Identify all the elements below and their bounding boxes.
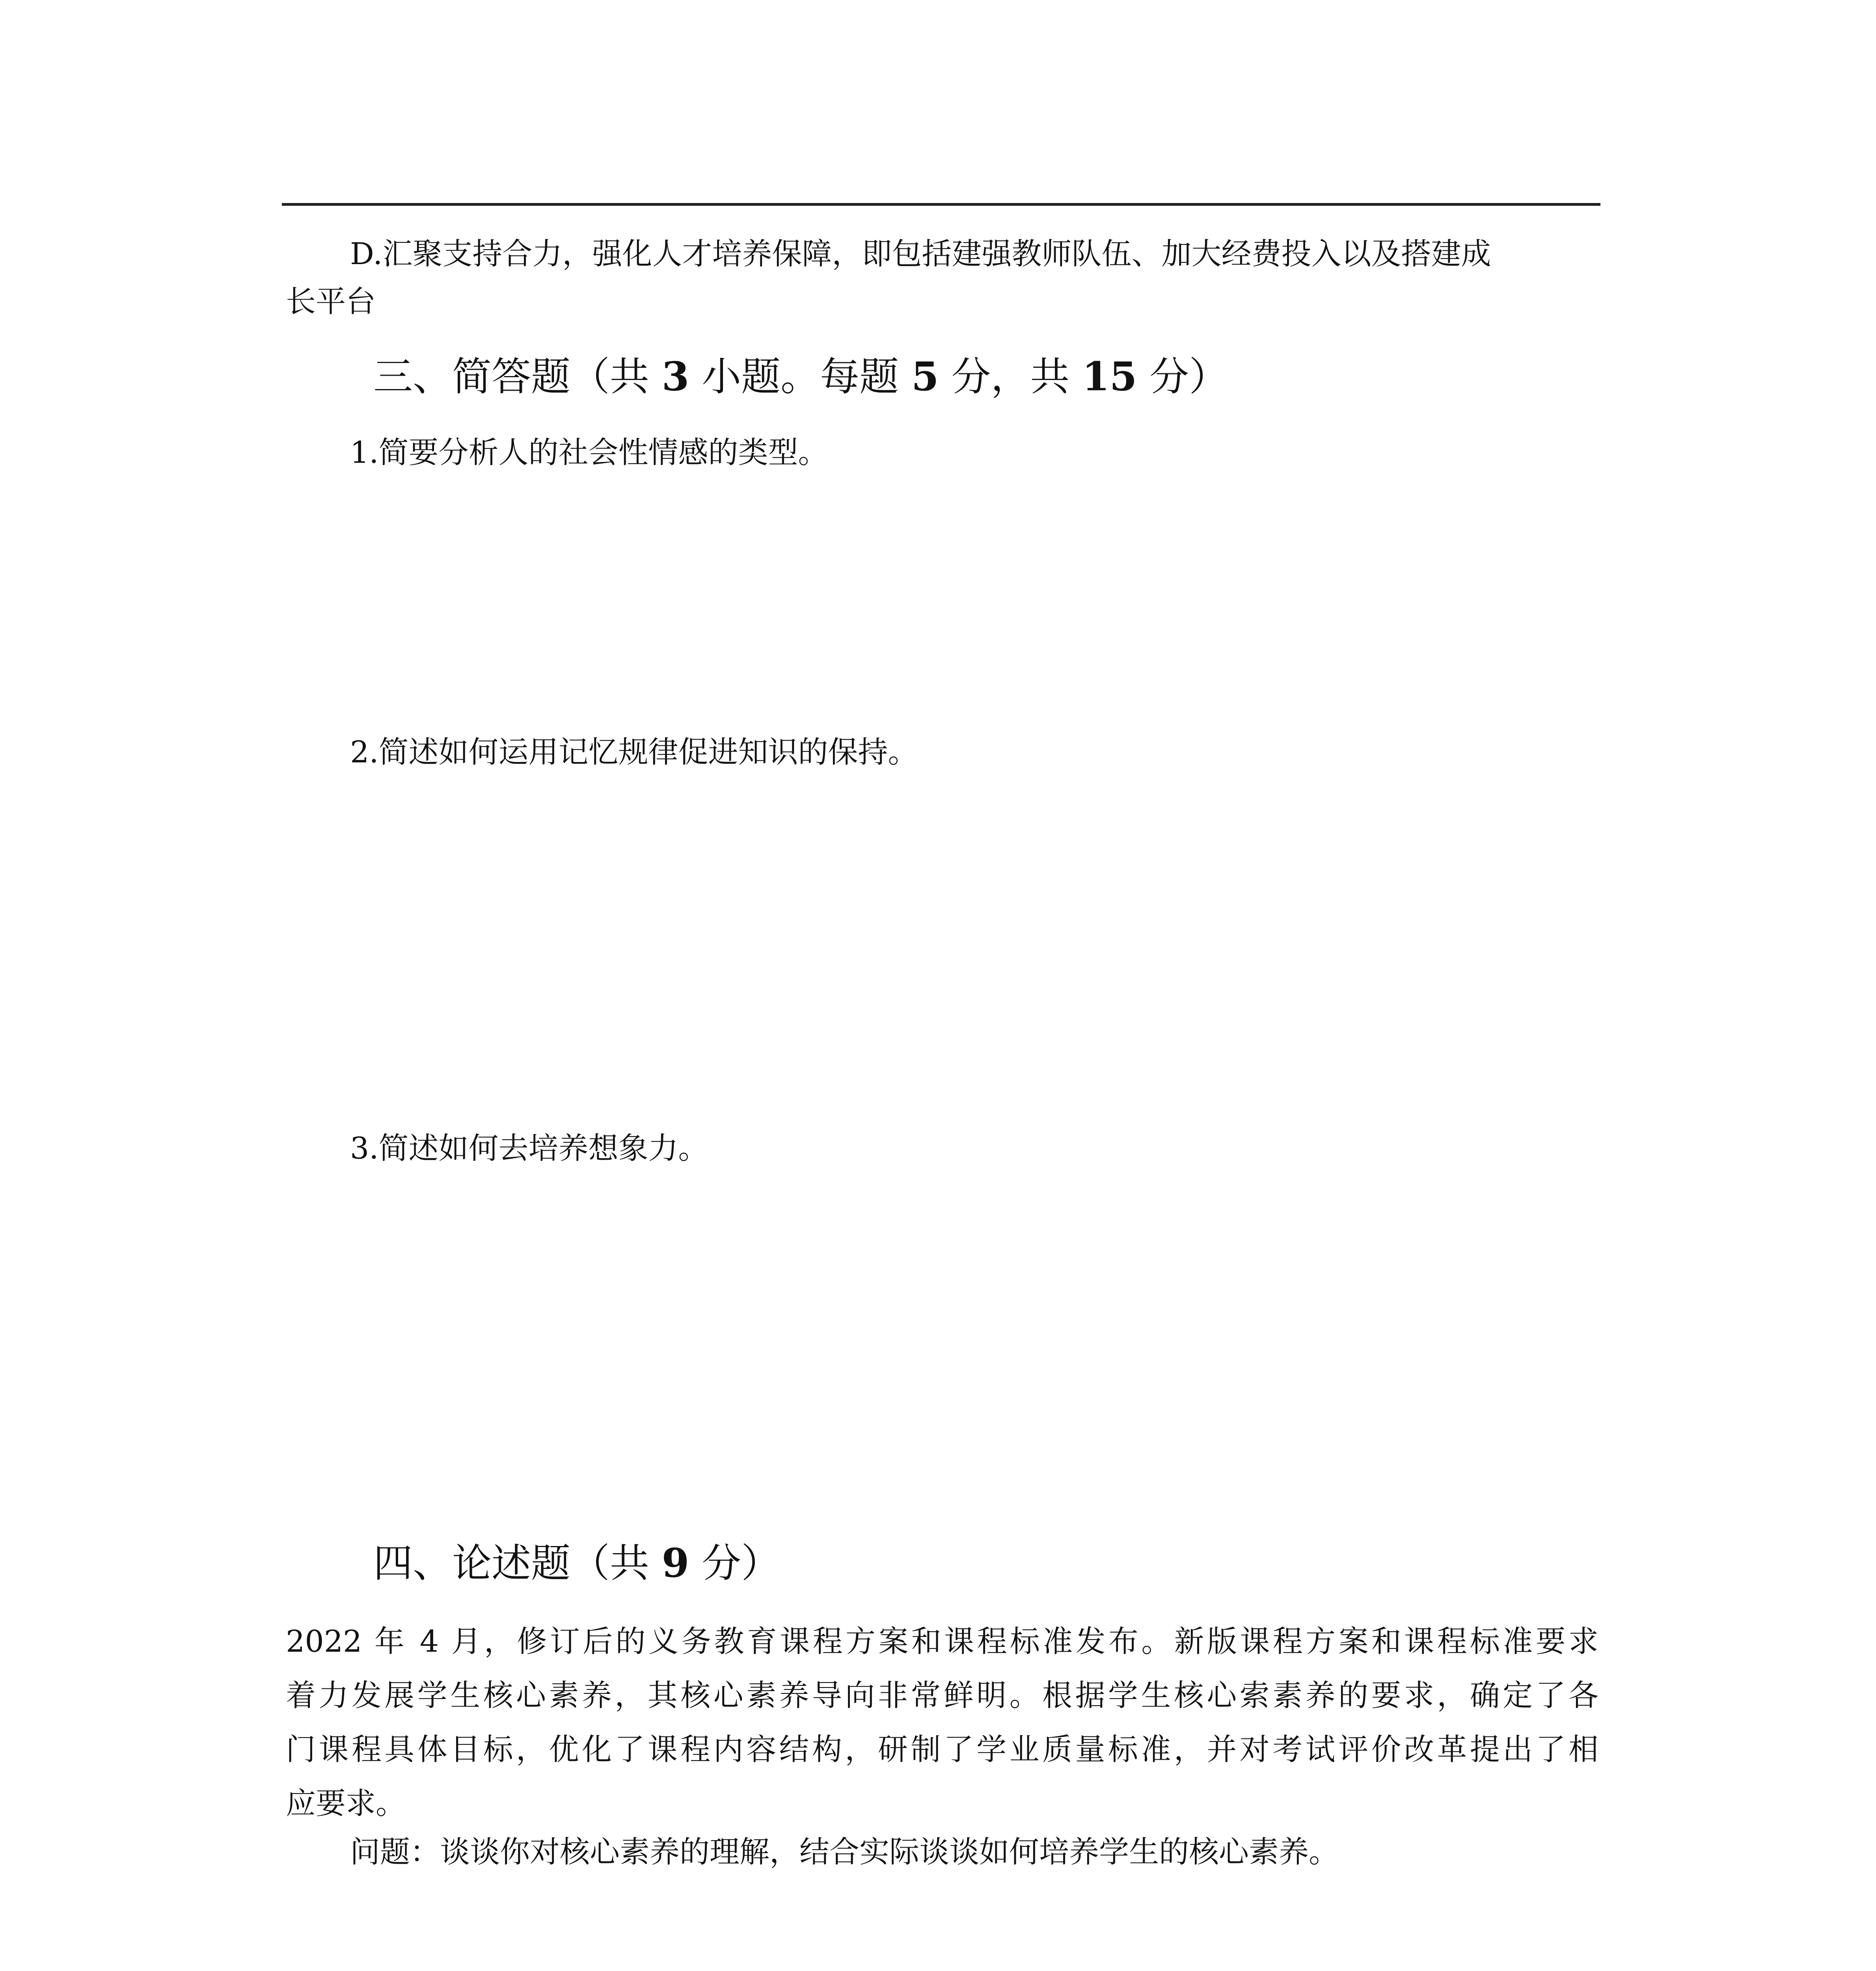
material-line-1: 2022 年 4 月，修订后的义务教育课程方案和课程标准发布。新版课程方案和课程标准要求 — [286, 1624, 1598, 1659]
material-line-3: 门课程具体目标，优化了课程内容结构，研制了学业质量标准，并对考试评价改革提出了相 — [286, 1732, 1598, 1767]
section4-heading: 四、论述题（共 9 分） — [373, 1540, 781, 1586]
question-1: 1.简要分析人的社会性情感的类型。 — [350, 435, 828, 470]
essay-question: 问题：谈谈你对核心素养的理解，结合实际谈谈如何培养学生的核心素养。 — [350, 1834, 1339, 1869]
material-line-4: 应要求。 — [286, 1786, 406, 1821]
option-d-line2: 长平台 — [286, 284, 376, 319]
question-3: 3.简述如何去培养想象力。 — [350, 1131, 708, 1166]
header-rule — [282, 203, 1600, 206]
material-line-2: 着力发展学生核心素养，其核心素养导向非常鲜明。根据学生核心索素养的要求，确定了各 — [286, 1678, 1598, 1713]
question-2: 2.简述如何运用记忆规律促进知识的保持。 — [350, 734, 918, 769]
option-d-line1: D.汇聚支持合力，强化人才培养保障，即包括建强教师队伍、加大经费投入以及搭建成 — [350, 236, 1491, 271]
section3-heading: 三、简答题（共 3 小题。每题 5 分，共 15 分） — [373, 353, 1229, 400]
